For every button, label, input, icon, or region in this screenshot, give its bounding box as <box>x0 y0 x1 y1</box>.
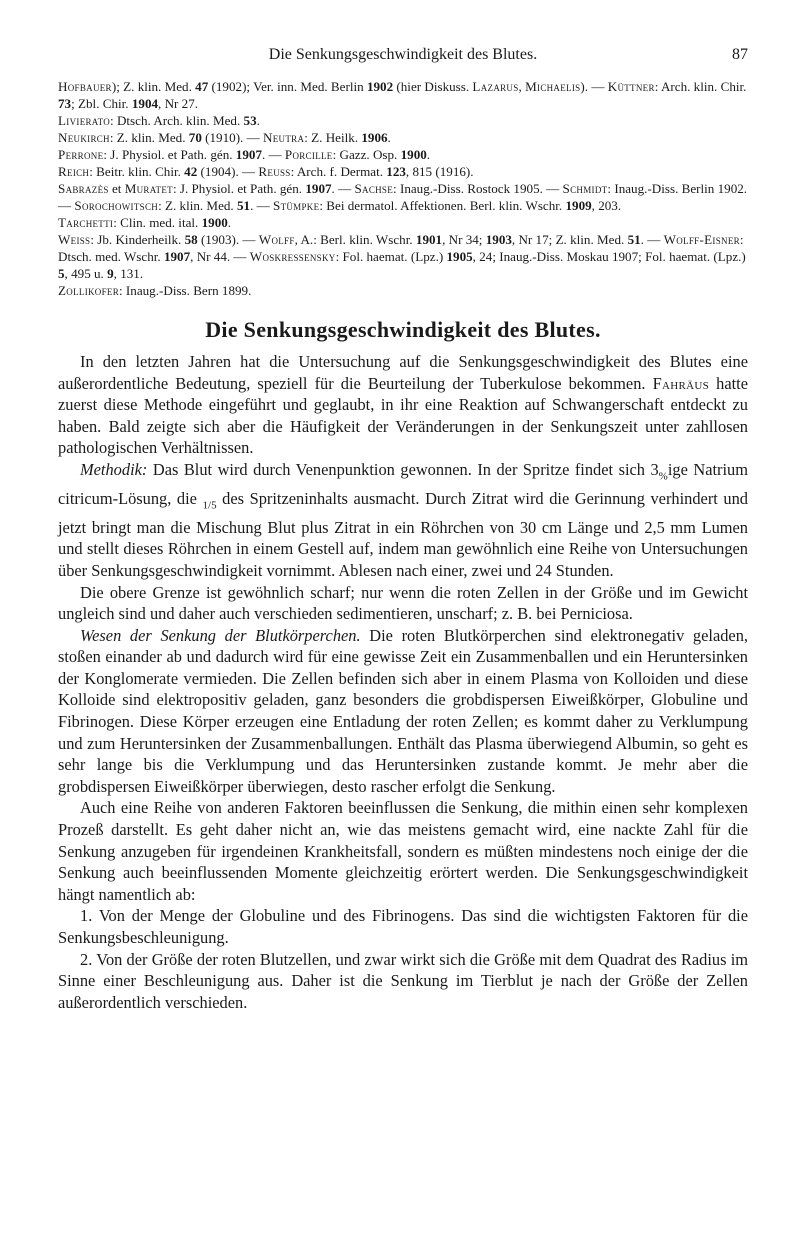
text-run: : Inaug.-Diss. Berlin 1902. — <box>58 181 748 213</box>
text-run: Die obere Grenze ist gewöhnlich scharf; nur wenn die roten Zellen in der Größe und im Gewicht ungleich sind und daher auch verschieden sedimentieren, unscharf; z. B. bei Perniciosa. <box>58 582 748 624</box>
volume-number: 1900 <box>201 215 228 230</box>
author-name: Schmidt <box>562 181 608 196</box>
author-name: Wolff-Eisner <box>663 232 740 247</box>
text-run: : Arch. klin. Chir. <box>654 79 747 94</box>
reference-entry <box>58 78 748 112</box>
text-run: Die roten Blutkörperchen sind elektronegativ geladen, stoßen einander ab und dadurch wird für eine gewisse Zeit ein Zusammenballen und ein Heruntersinken der Konglomerate vermieden. Die Zellen befinden sich aber in einem Plasma von Kolloiden und diese Kolloide sind elektropositiv geladen, ganz besonders die grobdispersen Eiweißkörper, Globuline und Fibrinogen. Diese Körper erzeugen eine Entladung der roten Zellen; es kommt daher zu Verklumpung und zum Heruntersinken der Zusammenballungen. Enthält das Plasma überwiegend Albumin, so geht es sehr lange bis die Verklumpung und das Heruntersinken zustande kommt. Je mehr aber die grobdispersen Eiweißkörper überwiegen, desto rascher erfolgt die Senkung. <box>58 625 748 796</box>
text-run: Auch eine Reihe von anderen Faktoren beeinflussen die Senkung, die mithin einen sehr komplexen Prozeß darstellt. Es geht daher nicht an, wie das meistens gemacht wird, eine nackte Zahl für die Senkung anzugeben für irgendeinen Krankheitsfall, sondern es müßten mindestens noch einige der die Senkung auch beeinflussenden Momente gleichzeitig erörtert werden. Die Senkungsgeschwindigkeit hängt namentlich ab: <box>58 798 748 904</box>
author-name: Wolff <box>258 232 295 247</box>
inline-fraction: % <box>658 470 668 483</box>
paragraph <box>58 797 748 905</box>
text-run: . — <box>331 181 355 196</box>
text-run: : Jb. Kinderheilk. <box>90 232 185 247</box>
volume-number: 47 <box>195 79 209 94</box>
paragraph <box>58 351 748 459</box>
volume-number: 1904 <box>131 96 159 111</box>
author-name: Hofbauer <box>58 79 112 94</box>
text-run: (1910). — <box>201 130 263 145</box>
text-run: ). — <box>580 79 608 94</box>
running-title: Die Senkungsgeschwindigkeit des Blutes. <box>268 46 538 63</box>
text-run: . — <box>261 147 285 162</box>
volume-number: 42 <box>184 164 198 179</box>
reference-entry <box>58 112 748 129</box>
volume-number: 73 <box>58 96 72 111</box>
text-run: : Fol. haemat. (Lpz.) <box>335 249 447 264</box>
running-head <box>58 46 748 70</box>
text-run: : Inaug.-Diss. Rostock 1905. — <box>393 181 563 196</box>
volume-number: 5 <box>58 266 65 281</box>
text-run: , <box>518 79 526 94</box>
volume-number: 1902 <box>366 79 394 94</box>
text-run: 2. Von der Größe der roten Blutzellen, und zwar wirkt sich die Größe mit dem Quadrat des Radius im Sinne einer Beschleunigung aus. Daher ist die Senkung im Tierblut je nach der Größe der Zellen außerordentlich verschieden. <box>58 949 748 1012</box>
reference-entry <box>58 163 748 180</box>
author-name: Lazarus <box>472 79 519 94</box>
volume-number: 1907 <box>235 147 262 162</box>
reference-entry <box>58 282 748 299</box>
text-run: : Dtsch. med. Wschr. <box>58 232 744 264</box>
run-in-heading: Methodik: <box>80 459 148 479</box>
author-name: Reuss <box>258 164 291 179</box>
text-run: : Z. klin. Med. <box>158 198 237 213</box>
paragraph <box>58 949 748 1014</box>
reference-entry <box>58 180 748 214</box>
volume-number: 1909 <box>565 198 592 213</box>
author-name: Weiss <box>58 232 91 247</box>
text-run: 1. Von der Menge der Globuline und des Fibrinogens. Das sind die wichtigsten Faktoren für die Senkungsbeschleunigung. <box>58 906 748 947</box>
author-name: Reich <box>58 164 90 179</box>
text-run: , 203. <box>591 198 622 213</box>
reference-entry <box>58 129 748 146</box>
author-name: Porcille <box>284 147 333 162</box>
text-run: . — <box>640 232 664 247</box>
author-name: Fahräus <box>652 373 710 393</box>
text-run: (1904). — <box>197 164 259 179</box>
volume-number: 1905 <box>446 249 473 264</box>
body-text <box>58 351 748 1013</box>
volume-number: 51 <box>627 232 641 247</box>
author-name: Sachse <box>354 181 394 196</box>
text-run: (1903). — <box>197 232 259 247</box>
text-run: : Gazz. Osp. <box>332 147 401 162</box>
volume-number: 58 <box>184 232 198 247</box>
text-run: : J. Physiol. et Path. gén. <box>172 181 306 196</box>
volume-number: 1903 <box>485 232 512 247</box>
author-name: Sorochowitsch <box>74 198 159 213</box>
author-name: Sabrazès <box>58 181 109 196</box>
volume-number: 1906 <box>361 130 388 145</box>
paragraph <box>58 625 748 798</box>
text-run: (1902); Ver. inn. Med. Berlin <box>208 79 367 94</box>
text-run: , 495 u. <box>64 266 108 281</box>
author-name: Livierato <box>58 113 111 128</box>
volume-number: 123 <box>386 164 406 179</box>
author-name: Woskressensky <box>249 249 336 264</box>
text-run: (hier Diskuss. <box>393 79 473 94</box>
run-in-heading: Wesen der Senkung der Blutkörperchen. <box>80 625 361 645</box>
text-run: : Dtsch. Arch. klin. Med. <box>110 113 244 128</box>
text-run: , Nr 27. <box>158 96 199 111</box>
volume-number: 1900 <box>400 147 427 162</box>
text-run: , 815 (1916). <box>405 164 474 179</box>
author-name: Michaelis <box>525 79 581 94</box>
text-run: : Clin. med. ital. <box>113 215 202 230</box>
volume-number: 1901 <box>415 232 443 247</box>
section-title: Die Senkungsgeschwindigkeit des Blutes. <box>205 317 601 342</box>
page <box>58 46 748 1013</box>
inline-fraction: 1/5 <box>202 499 217 512</box>
text-run: : Z. klin. Med. <box>109 130 189 145</box>
text-run: , 24; Inaug.-Diss. Moskau 1907; Fol. haemat. (Lpz.) <box>472 249 746 264</box>
paragraph <box>58 459 748 582</box>
author-name: Zollikofer <box>58 283 119 298</box>
text-run: ; Zbl. Chir. <box>71 96 132 111</box>
page-number: 87 <box>732 46 748 63</box>
reference-list <box>58 78 748 299</box>
volume-number: 1907 <box>163 249 191 264</box>
author-name: Küttner <box>607 79 655 94</box>
text-run: : Z. Heilk. <box>304 130 362 145</box>
volume-number: 9 <box>107 266 114 281</box>
text-run: , Nr 44. — <box>190 249 250 264</box>
text-run: . <box>387 130 391 145</box>
text-run: : Beitr. klin. Chir. <box>89 164 185 179</box>
paragraph <box>58 582 748 625</box>
text-run: ); Z. klin. Med. <box>111 79 196 94</box>
text-run: . <box>426 147 431 162</box>
paragraph <box>58 905 748 948</box>
text-run: : Inaug.-Diss. Bern 1899. <box>119 283 252 298</box>
volume-number: 70 <box>188 130 202 145</box>
author-name: Neukirch <box>58 130 110 145</box>
reference-entry <box>58 146 748 163</box>
text-run: des Spritzeninhalts ausmacht. Durch Zitrat wird die Gerinnung verhindert und jetzt bringt man die Mischung Blut plus Zitrat in ein Röhrchen von 30 cm Länge und 2,5 mm Lumen und stellt dieses Röhrchen in einem Gestell auf, indem man gewöhnlich eine Reihe von Untersuchungen über Senkungsgeschwindigkeit vornimmt. Ablesen nach einer, zwei und 24 Stunden. <box>58 488 748 580</box>
volume-number: 51 <box>236 198 251 213</box>
text-run: . — <box>250 198 273 213</box>
text-run: et <box>108 181 125 196</box>
text-run: . <box>227 215 232 230</box>
author-name: Neutra <box>262 130 305 145</box>
reference-entry <box>58 214 748 231</box>
author-name: Perrone <box>58 147 104 162</box>
volume-number: 1907 <box>305 181 332 196</box>
author-name: Stümpke <box>273 198 320 213</box>
text-run: , 131. <box>113 266 144 281</box>
text-run: : J. Physiol. et Path. gén. <box>103 147 236 162</box>
text-run: , Nr 17; Z. klin. Med. <box>511 232 628 247</box>
text-run: hatte zuerst diese Methode eingeführt und geglaubt, in ihr eine Reaktion auf Schwangerschaft entdeckt zu haben. Bald zeigte sich aber die Häufigkeit der Veränderungen in der Senkungszeit unter zahllosen pathologischen Verhältnissen. <box>58 373 748 458</box>
text-run: In den letzten Jahren hat die Untersuchung auf die Senkungsgeschwindigkeit des Blutes eine außerordentliche Bedeutung, speziell für die Beurteilung der Tuberkulose bekommen. <box>58 352 748 393</box>
author-name: Muratet <box>124 181 173 196</box>
text-run: , A.: Berl. klin. Wschr. <box>294 232 416 247</box>
text-run: : Arch. f. Dermat. <box>290 164 387 179</box>
text-run: , Nr 34; <box>442 232 486 247</box>
text-run: : Bei dermatol. Affektionen. Berl. klin. Wschr. <box>319 198 566 213</box>
text-run: . <box>256 113 260 128</box>
volume-number: 53 <box>243 113 257 128</box>
author-name: Tarchetti <box>58 215 114 230</box>
text-run: Das Blut wird durch Venenpunktion gewonnen. In der Spritze findet sich 3 <box>147 459 659 479</box>
reference-entry <box>58 231 748 282</box>
text-run: ige Natrium citricum-Lösung, die <box>58 459 748 508</box>
